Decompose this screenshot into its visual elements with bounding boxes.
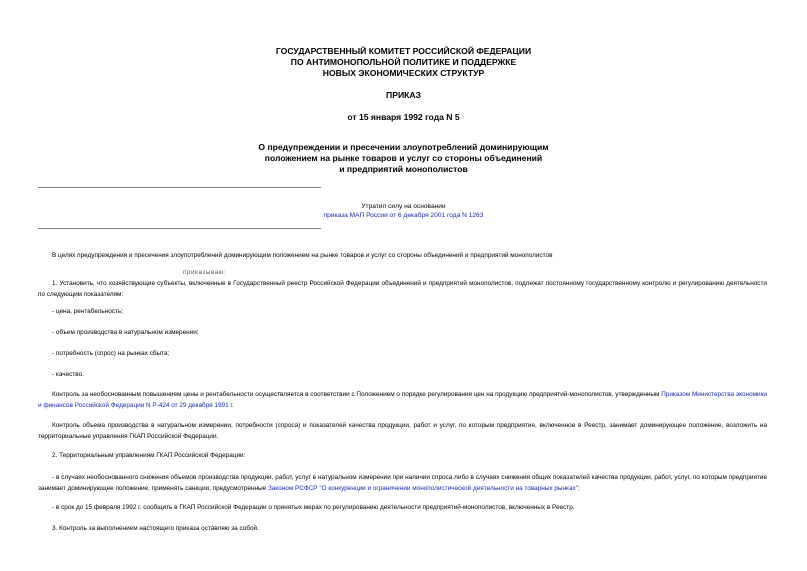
org-name-line-1: ГОСУДАРСТВЕННЫЙ КОМИТЕТ РОССИЙСКОЙ ФЕДЕРАЦИИ (275, 46, 532, 56)
control-paragraph (38, 389, 767, 411)
lost-force-link[interactable]: приказа МАП России от 6 декабря 2001 года N 1263 (323, 212, 484, 219)
list-item: - потребность (спрос) на рынках сбыта; (52, 350, 170, 357)
doc-type: ПРИКАЗ (386, 90, 421, 100)
list-item: - объем производства в натуральном измерении; (52, 329, 199, 336)
list-item: - качество. (52, 371, 84, 378)
paragraph-2a-end: ; (578, 485, 580, 492)
control-text: Контроль за необоснованным повышением цены и рентабельности осуществляется в соответствии с Положением о порядке регулирования цен на продукцию предприятий-монополистов, утвержденным (52, 391, 660, 398)
lost-force-note: Утратил силу на основании (361, 203, 446, 210)
doc-title-line-1: О предупреждении и пресечении злоупотреблений доминирующим (258, 142, 549, 152)
orders-word: приказываю: (183, 269, 227, 276)
doc-title-line-2: положением на рынке товаров и услуг со стороны объединений (264, 153, 543, 163)
paragraph-2: 2. Территориальным управлениям ГКАП Российской Федерации: (52, 452, 246, 459)
paragraph-2a-text: - в случаях необоснованного снижения объемов производства продукции, работ, услуг в натуральном измерении при наличии спроса либо в случаях снижения общих показателей качества продукции, работ, услуг, по которым предприятие занимает доминирующее положение, применять санкции, предусмотренные (38, 474, 767, 492)
control-link[interactable]: Приказом Министерства экономики и финансов Российской Федерации N Р-424 от 29 декабря 1991 г. (38, 391, 767, 409)
divider-top (38, 187, 321, 188)
org-name-line-3: НОВЫХ ЭКОНОМИЧЕСКИХ СТРУКТУР (322, 68, 485, 78)
list-item: - цена, рентабельность; (52, 308, 124, 315)
paragraph-3: 3. Контроль за выполнением настоящего приказа оставляю за собой. (52, 525, 259, 532)
doc-date: от 15 января 1992 года N 5 (347, 112, 460, 122)
doc-title-line-3: и предприятий монополистов (339, 164, 468, 174)
paragraph-2b: - в срок до 15 февраля 1992 г. сообщить в ГКАП Российской Федерации о принятых мерах по регулированию деятельности предприятий-монополистов, включенных в Реестр. (52, 504, 575, 511)
volume-paragraph: Контроль объема производства в натуральном измерении, потребности (спроса) и показателей качества продукции, работ и услуг, по которым предприятие, включенное в Реестр, занимает доминирующее положение, возложить на территориальные управления ГКАП Российской Федерации. (38, 422, 767, 440)
org-name-line-2: ПО АНТИМОНОПОЛЬНОЙ ПОЛИТИКЕ И ПОДДЕРЖКЕ (290, 57, 517, 67)
paragraph-1: 1. Установить, что хозяйствующие субъекты, включенные в Государственный реестр Российской Федерации объединений и предприятий монополистов, подлежат постоянному государственному контролю и регулированию деятельности по следующим показателям: (38, 280, 767, 298)
divider-bottom (38, 228, 321, 229)
law-link[interactable]: Законом РСФСР "О конкуренции и ограничении монополистической деятельности на товарных рынках" (267, 485, 578, 492)
intro-paragraph: В целях предупреждения и пресечения злоупотреблений доминирующим положением на рынке товаров и услуг со стороны объединений и предприятий монополистов (52, 252, 553, 259)
paragraph-2a (38, 472, 767, 494)
